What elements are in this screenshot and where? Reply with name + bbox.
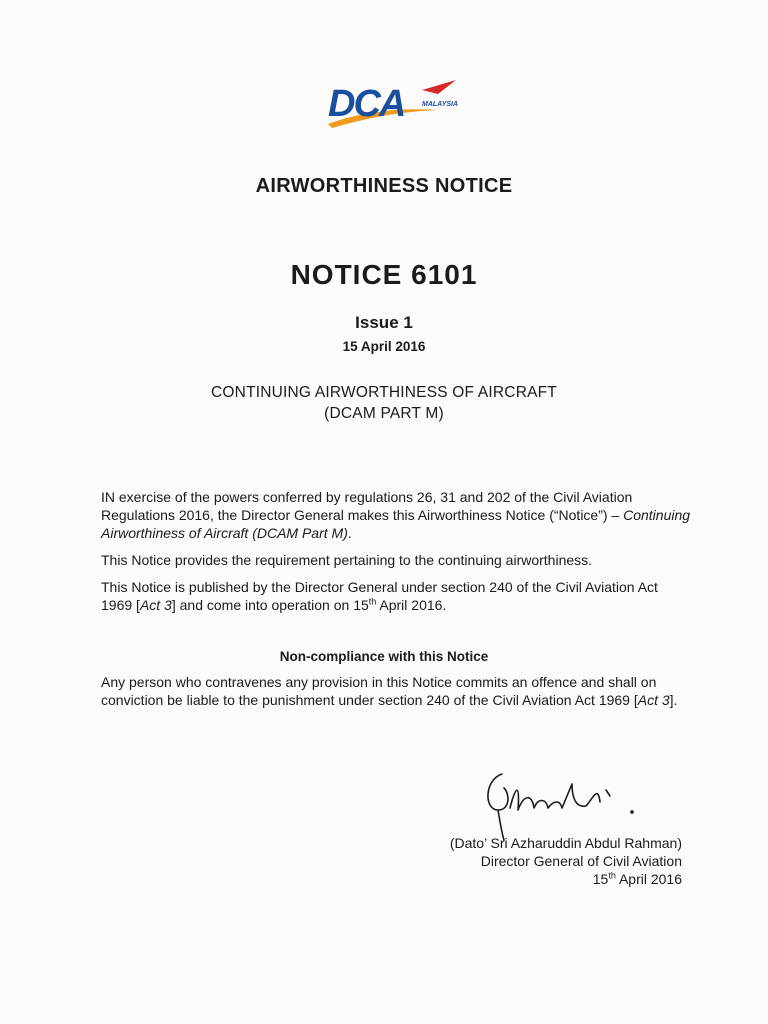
notice-type-heading: AIRWORTHINESS NOTICE bbox=[255, 175, 513, 197]
paragraph-non-compliance-end: ]. bbox=[669, 692, 678, 708]
paragraph-publication-act: Act 3 bbox=[139, 597, 172, 613]
paragraph-powers-end: . bbox=[347, 525, 352, 541]
notice-title-line2: (DCAM PART M) bbox=[324, 405, 444, 422]
logo-text: DCA bbox=[328, 83, 405, 125]
paragraph-non-compliance-act: Act 3 bbox=[637, 692, 670, 708]
signatory-block bbox=[450, 834, 682, 888]
notice-number: NOTICE 6101 bbox=[290, 259, 478, 290]
non-compliance-heading: Non-compliance with this Notice bbox=[279, 649, 489, 664]
paragraph-non-compliance bbox=[101, 673, 691, 709]
paragraph-powers-italic: Continuing Airworthiness of Aircraft (DCAM Part M) bbox=[101, 507, 691, 541]
paragraph-publication-end: April 2016. bbox=[376, 597, 447, 613]
signatory-name: (Dato’ Sri Azharuddin Abdul Rahman) bbox=[449, 835, 682, 851]
signature-date-rest: April 2016 bbox=[615, 871, 682, 887]
paragraph-powers bbox=[101, 488, 691, 542]
logo-subtext: MALAYSIA bbox=[422, 101, 459, 108]
issue-date: 15 April 2016 bbox=[342, 339, 426, 354]
paragraph-publication-mid: ] and come into operation on 15 bbox=[171, 597, 369, 613]
signature-date-day: 15 bbox=[592, 871, 609, 887]
paragraph-publication-sup: th bbox=[368, 596, 377, 607]
signature-date-sup: th bbox=[608, 870, 616, 881]
issue-number: Issue 1 bbox=[355, 313, 413, 332]
signatory-position: Director General of Civil Aviation bbox=[480, 853, 682, 869]
handwritten-signature bbox=[480, 764, 650, 842]
logo-plane-icon bbox=[422, 80, 456, 94]
notice-title-line1: CONTINUING AIRWORTHINESS OF AIRCRAFT bbox=[211, 384, 557, 401]
dca-logo bbox=[326, 76, 462, 128]
paragraph-non-compliance-start: Any person who contravenes any provision in this Notice commits an offence and shall on conviction be liable to the punishment under section 240 of the Civil Aviation Act 1969 [ bbox=[101, 674, 657, 708]
signature-date bbox=[450, 870, 682, 888]
paragraph-publication-start: This Notice is published by the Director General under section 240 of the Civil Aviation Act 1969 [ bbox=[101, 579, 658, 613]
paragraph-publication bbox=[101, 578, 691, 614]
paragraph-powers-text: IN exercise of the powers conferred by regulations 26, 31 and 202 of the Civil Aviation Regulations 2016, the Director General makes this Airworthiness Notice (“Notice”) – bbox=[101, 489, 633, 523]
paragraph-purpose: This Notice provides the requirement pertaining to the continuing airworthiness. bbox=[101, 552, 593, 568]
